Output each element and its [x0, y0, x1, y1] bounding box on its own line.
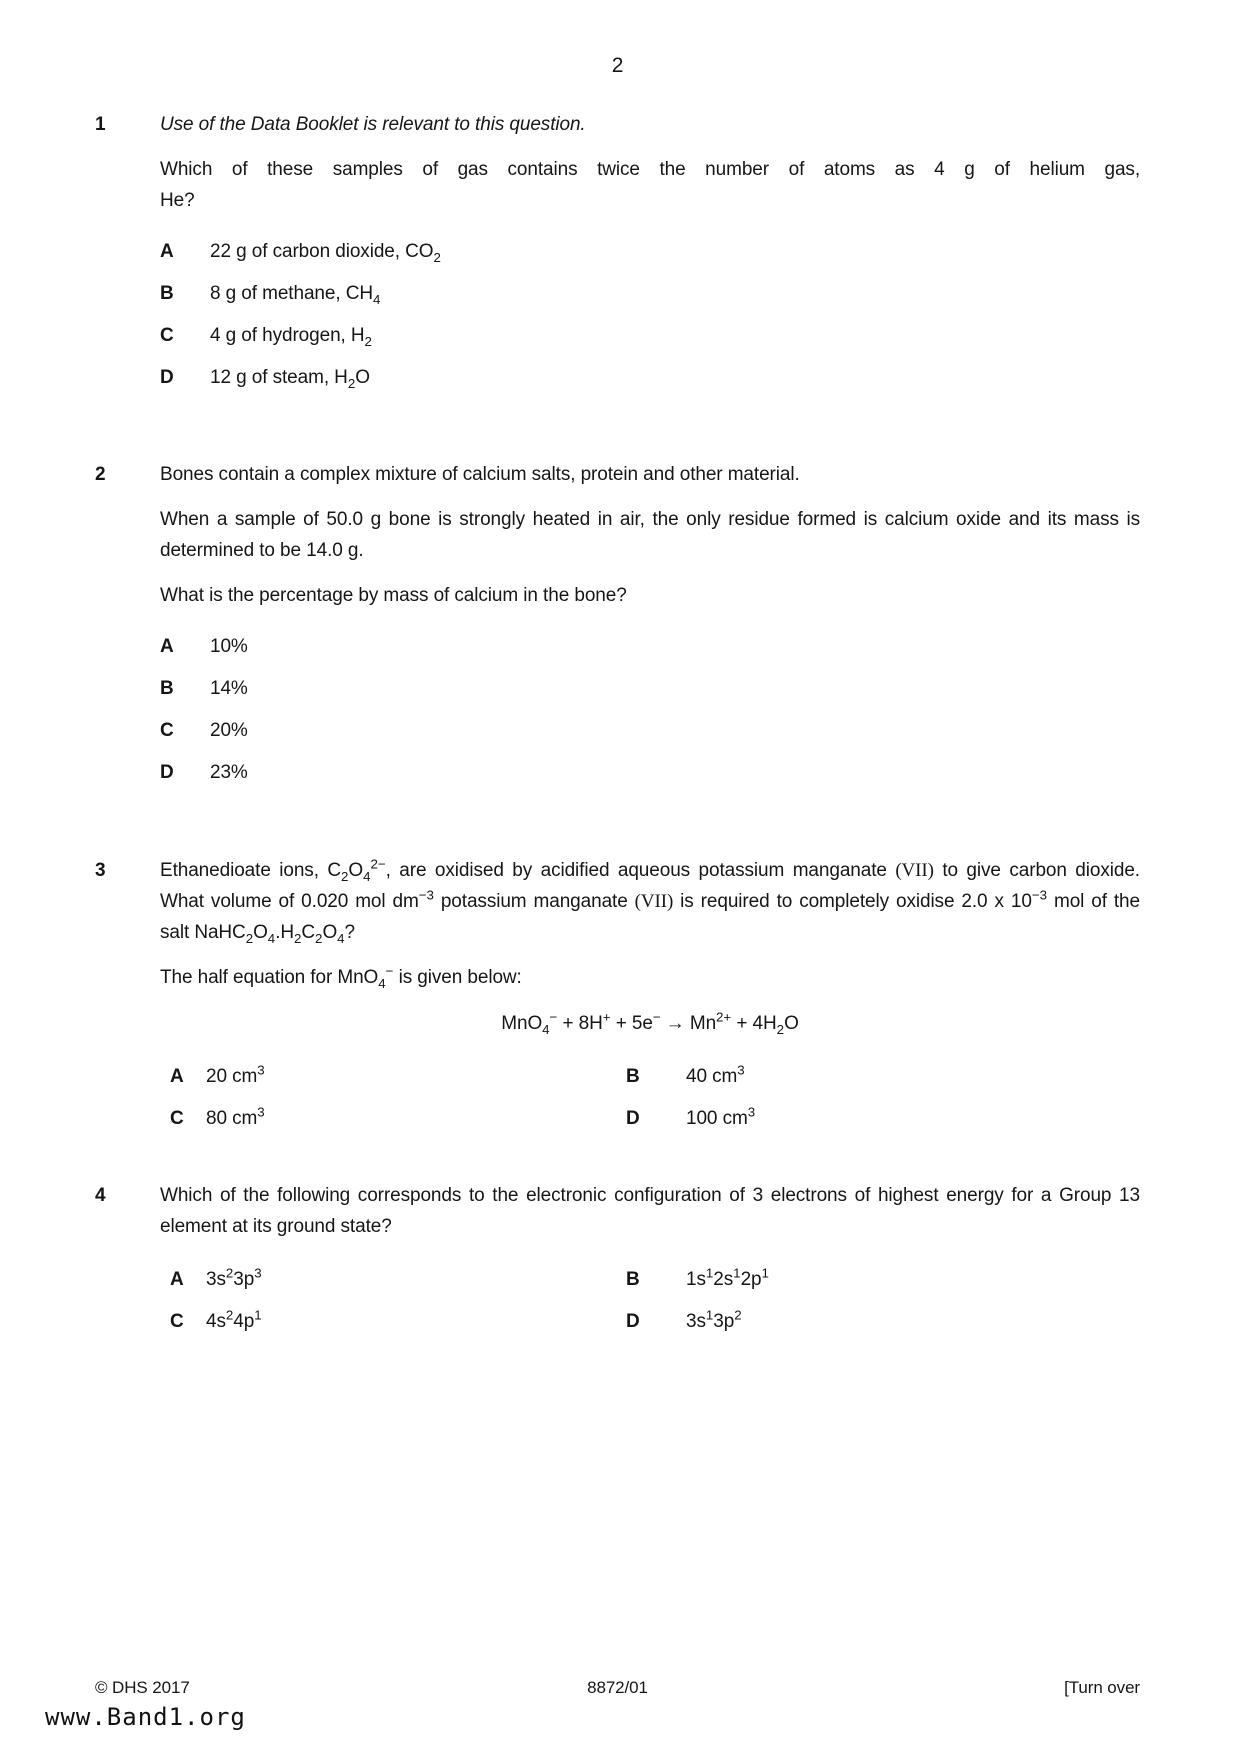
question-1-preamble: Use of the Data Booklet is relevant to this question.: [160, 114, 586, 135]
option-letter: B: [626, 1269, 640, 1290]
question-1-number: 1: [95, 114, 106, 135]
question-3-options: [160, 1061, 1140, 1134]
half-equation-intro: The half equation for MnO$_4$− is given below:: [160, 963, 522, 991]
option-letter: B: [160, 283, 174, 304]
question-2: [95, 459, 1140, 799]
option-letter: D: [160, 762, 174, 783]
question-4-stem: Which of the following corresponds to the electronic configuration of 3 electrons of highest energy for a Group 13 element at its ground state?: [160, 1185, 1140, 1237]
option-row: [160, 278, 1140, 309]
option-row: [160, 757, 1140, 788]
option-letter: C: [170, 1311, 184, 1332]
option-text: 20 $cm^3$: [206, 1062, 265, 1087]
option-letter: A: [170, 1269, 184, 1290]
option-letter: D: [160, 367, 174, 388]
question-2-paragraph: When a sample of 50.0 g bone is strongly heated in air, the only residue formed is calcium oxide and its mass is determined to be 14.0 g.: [160, 509, 1140, 561]
option-text: 40 $cm^3$: [686, 1062, 745, 1087]
option-text: 10%: [210, 636, 248, 657]
option-text: $1s^12s^12p^1$: [686, 1265, 769, 1290]
question-3-stem: Ethanedioate ions, $C_2O_4^{2-}$, are oxidised by acidified aqueous potassium manganate (VII) to give carbon dioxide. What volume of 0.020 mol $dm^{-3}$ potassium manganate (VII) is required to completely oxidise 2.0 x $10^{-3}$ mol of the salt $NaHC_2O_4.H_2C_2O_4$?: [160, 856, 1140, 946]
option-row: [160, 362, 1140, 393]
question-1-stem: Which of these samples of gas contains twice the number of atoms as 4 g of helium gas, He?: [160, 159, 1140, 211]
question-4-options: [160, 1264, 1140, 1337]
paper-code: 8872/01: [587, 1678, 648, 1697]
question-2-number: 2: [95, 464, 106, 485]
question-2-options: [160, 631, 1140, 788]
copyright-text: © DHS 2017: [95, 1678, 190, 1697]
option-text: 100 $cm^3$: [686, 1104, 756, 1129]
question-3: [95, 855, 1140, 1134]
option-row: [160, 320, 1140, 351]
option-letter: A: [170, 1066, 184, 1087]
option-text: 12 g of steam, $H_2O$: [210, 367, 370, 391]
option-text: $3s^23p^3$: [206, 1265, 262, 1290]
option-letter: A: [160, 241, 174, 262]
option-text: 80 $cm^3$: [206, 1104, 265, 1129]
option-letter: C: [160, 325, 174, 346]
watermark-url: www.Band1.org: [45, 1703, 246, 1731]
option-text: 20%: [210, 720, 248, 741]
question-3-number: 3: [95, 860, 106, 881]
option-letter: D: [626, 1311, 640, 1332]
question-4-number: 4: [95, 1185, 106, 1206]
option-letter: B: [626, 1066, 640, 1087]
option-letter: C: [160, 720, 174, 741]
option-text: $3s^13p^2$: [686, 1307, 742, 1332]
page-number: 2: [611, 54, 624, 77]
option-text: 23%: [210, 762, 248, 783]
option-row: [160, 236, 1140, 267]
question-1: [95, 109, 1140, 404]
option-letter: B: [160, 678, 174, 699]
question-2-stem: What is the percentage by mass of calcium in the bone?: [160, 585, 627, 606]
question-4: [95, 1180, 1140, 1337]
option-text: $4s^24p^1$: [206, 1307, 262, 1332]
option-text: 22 g of carbon dioxide, $CO_2$: [210, 241, 441, 265]
turn-over-label: [Turn over: [1064, 1678, 1140, 1697]
question-1-options: [160, 236, 1140, 393]
option-letter: D: [626, 1108, 640, 1129]
question-2-paragraph: Bones contain a complex mixture of calcium salts, protein and other material.: [160, 464, 800, 485]
option-text: 8 g of methane, $CH_4$: [210, 283, 381, 307]
half-equation: $MnO_4^- + 8H^+ + 5e^- \to Mn^{2+} + 4H_2O$: [501, 1009, 799, 1037]
page-footer: [95, 1678, 1140, 1698]
option-text: 4 g of hydrogen, $H_2$: [210, 325, 372, 349]
option-letter: A: [160, 636, 174, 657]
option-row: [160, 715, 1140, 746]
option-row: [160, 631, 1140, 662]
option-letter: C: [170, 1108, 184, 1129]
option-row: [160, 673, 1140, 704]
option-text: 14%: [210, 678, 248, 699]
